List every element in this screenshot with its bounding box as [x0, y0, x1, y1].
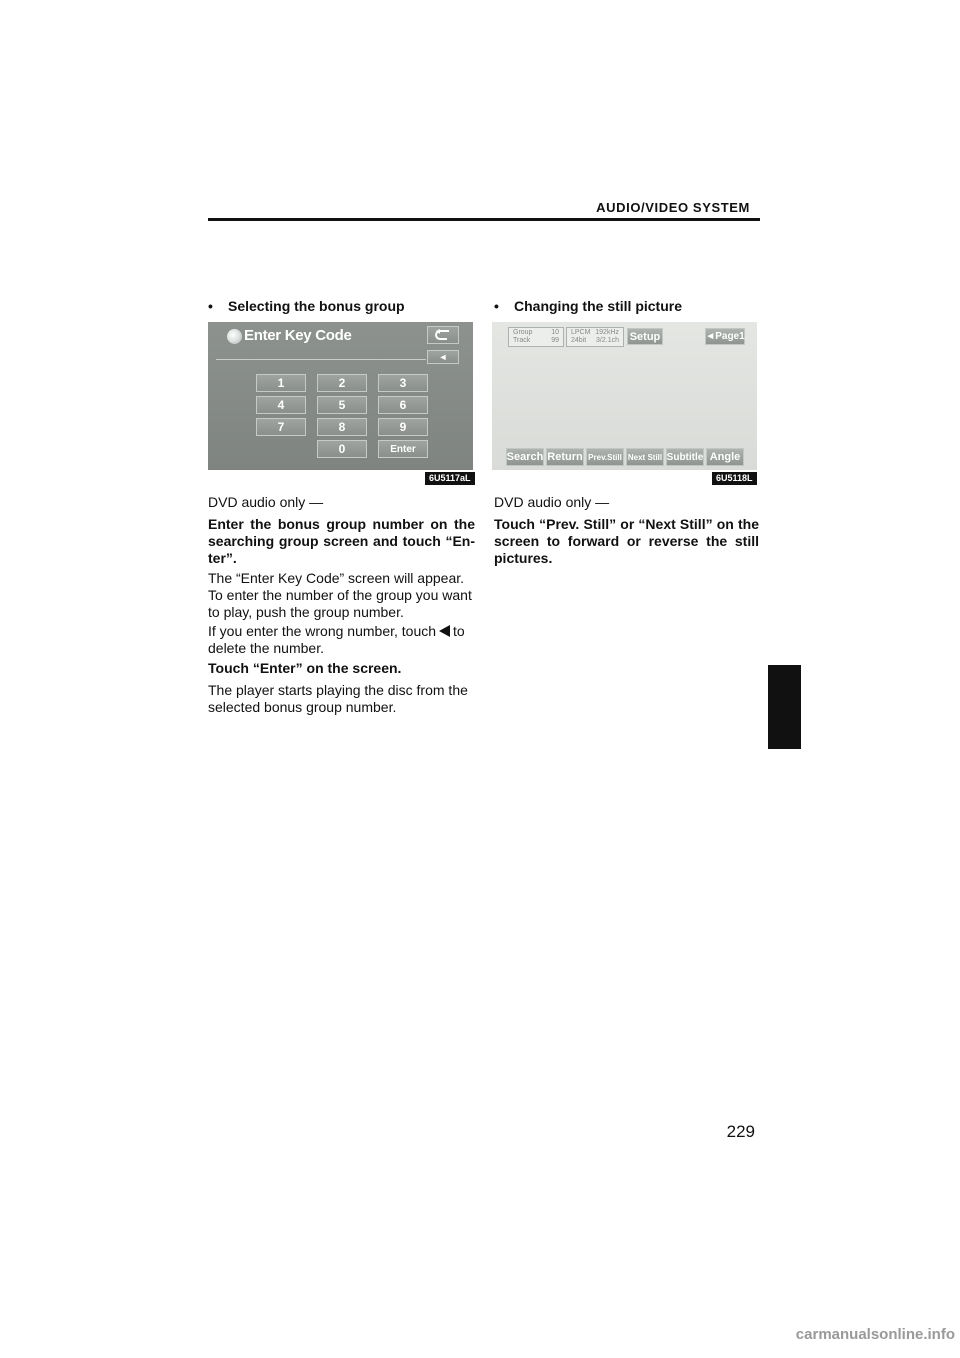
watermark: carmanualsonline.info — [795, 1326, 955, 1343]
left-para3: The player starts playing the disc from the selected bonus group number. — [208, 682, 468, 715]
delete-button[interactable]: ◄ — [427, 350, 459, 364]
left-para2 — [208, 623, 475, 657]
right-heading — [494, 298, 682, 314]
prev-still-button[interactable]: Prev.Still — [586, 448, 624, 466]
return-button[interactable]: Return — [546, 448, 584, 466]
left-para1: The “Enter Key Code” screen will appear. To enter the number of the group you want to play, push the group number. — [208, 570, 472, 620]
right-intro: DVD audio only — — [494, 494, 610, 510]
delete-triangle-icon — [439, 625, 450, 637]
next-still-button[interactable]: Next Still — [626, 448, 664, 466]
page-number: 229 — [726, 1122, 755, 1141]
track-value: 99 — [551, 337, 559, 344]
right-heading-text: Changing the still picture — [514, 298, 683, 314]
left-heading — [208, 298, 405, 314]
code-input-line — [216, 359, 426, 360]
key-0[interactable]: 0 — [317, 440, 367, 458]
group-track-display — [508, 327, 564, 347]
key-9[interactable]: 9 — [378, 418, 428, 436]
key-3[interactable]: 3 — [378, 374, 428, 392]
key-5[interactable]: 5 — [317, 396, 367, 414]
header-rule — [208, 218, 760, 221]
image-code: 6U5118L — [712, 472, 757, 485]
key-7[interactable]: 7 — [256, 418, 306, 436]
left-intro: DVD audio only — — [208, 494, 324, 510]
still-picture-screenshot — [492, 322, 757, 470]
angle-button[interactable]: Angle — [706, 448, 744, 466]
enter-key-code-screenshot — [208, 322, 473, 470]
section-title: AUDIO/VIDEO SYSTEM — [596, 200, 750, 215]
key-4[interactable]: 4 — [256, 396, 306, 414]
audio-format-display — [566, 327, 624, 347]
setup-button[interactable]: Setup — [627, 328, 663, 345]
lpcm-label: LPCM — [571, 329, 591, 336]
bullet: • — [208, 298, 213, 314]
key-6[interactable]: 6 — [378, 396, 428, 414]
search-button[interactable]: Search — [506, 448, 544, 466]
chapter-tab — [768, 665, 801, 749]
key-2[interactable]: 2 — [317, 374, 367, 392]
group-label: Group — [513, 329, 533, 336]
key-8[interactable]: 8 — [317, 418, 367, 436]
left-instruction2: Touch “Enter” on the screen. — [208, 660, 402, 676]
bullet: • — [494, 298, 499, 314]
right-instruction: Touch “Prev. Still” or “Next Still” on the screen to forward or reverse the still pictures. — [494, 516, 759, 566]
return-arrow-icon — [434, 329, 452, 341]
left-para2-a: If you enter the wrong number, touch — [208, 623, 437, 639]
image-code: 6U5117aL — [425, 472, 475, 485]
page-button[interactable]: ◄Page1 — [705, 328, 745, 345]
frequency: 192kHz — [595, 329, 619, 336]
screen-title: Enter Key Code — [244, 327, 352, 344]
disc-icon — [227, 329, 242, 344]
enter-button[interactable]: Enter — [378, 440, 428, 458]
track-label: Track — [513, 337, 531, 344]
group-value: 10 — [551, 329, 559, 336]
bit-depth: 24bit — [571, 337, 587, 344]
key-1[interactable]: 1 — [256, 374, 306, 392]
left-para2-b: to delete the number. — [208, 623, 465, 656]
back-button[interactable] — [427, 326, 459, 344]
channels: 3/2.1ch — [596, 337, 619, 344]
left-instruction: Enter the bonus group number on the searching group screen and touch “En-ter”. — [208, 516, 475, 566]
subtitle-button[interactable]: Subtitle — [666, 448, 704, 466]
left-heading-text: Selecting the bonus group — [228, 298, 405, 314]
